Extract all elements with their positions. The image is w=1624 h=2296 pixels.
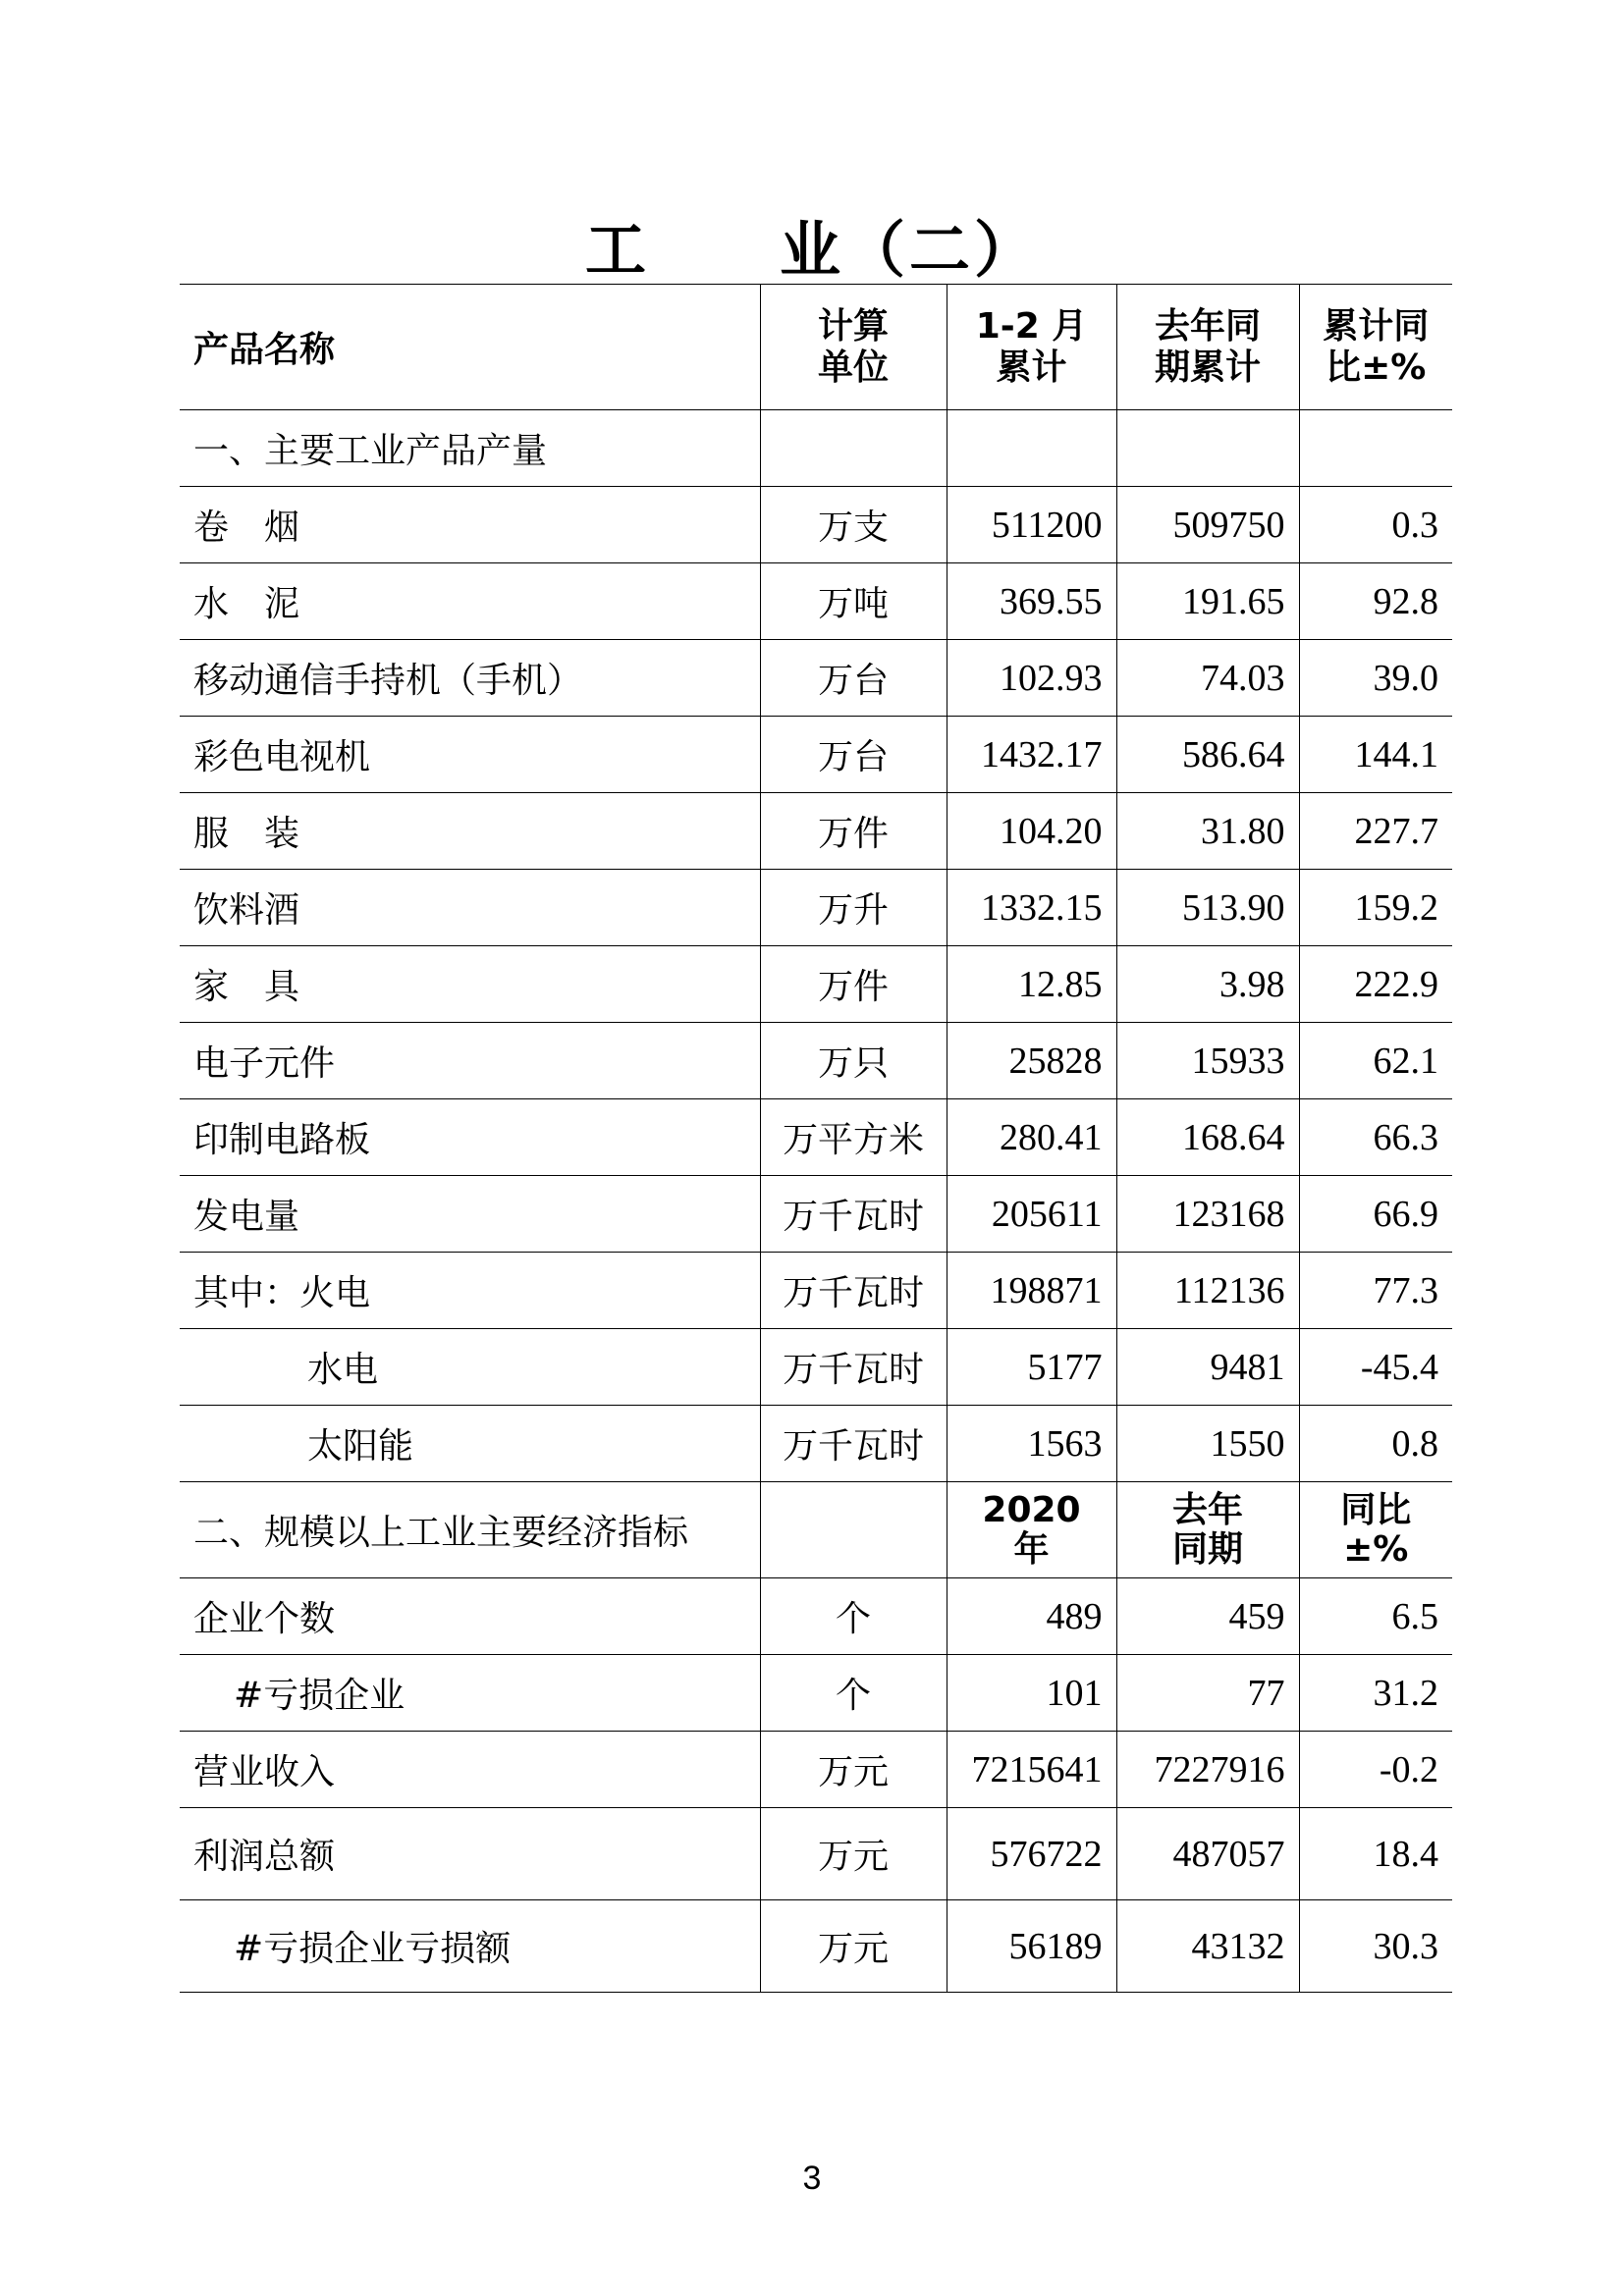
row-name: #亏损企业 [180,1655,760,1732]
row-name: 水 泥 [180,563,760,640]
row-percent-change: 66.3 [1299,1099,1452,1176]
row-current-value: 56189 [947,1900,1116,1993]
header-unit: 计算 单位 [760,285,947,410]
row-previous-value: 112136 [1116,1253,1299,1329]
row-current-value: 198871 [947,1253,1116,1329]
row-previous-value: 7227916 [1116,1732,1299,1808]
row-current-value: 5177 [947,1329,1116,1406]
table-row [180,1253,1452,1329]
row-previous-value: 43132 [1116,1900,1299,1993]
row-unit: 万平方米 [760,1099,947,1176]
row-name: 印制电路板 [180,1099,760,1176]
row-unit: 万元 [760,1808,947,1900]
section-row-indicators [180,1482,1452,1578]
row-previous-value: 1550 [1116,1406,1299,1482]
industry-table [180,284,1452,1993]
row-unit: 万千瓦时 [760,1176,947,1253]
row-previous-value: 74.03 [1116,640,1299,717]
table-row [180,1732,1452,1808]
row-previous-value: 9481 [1116,1329,1299,1406]
table-row [180,946,1452,1023]
row-unit: 万只 [760,1023,947,1099]
row-unit: 万千瓦时 [760,1406,947,1482]
row-current-value: 1563 [947,1406,1116,1482]
row-percent-change: 6.5 [1299,1578,1452,1655]
row-name: 卷 烟 [180,487,760,563]
table-row [180,1329,1452,1406]
row-previous-value: 513.90 [1116,870,1299,946]
row-previous-value: 77 [1116,1655,1299,1732]
row-previous-value: 168.64 [1116,1099,1299,1176]
row-name: 彩色电视机 [180,717,760,793]
row-current-value: 7215641 [947,1732,1116,1808]
row-unit: 万升 [760,870,947,946]
row-name: 家 具 [180,946,760,1023]
row-unit: 万吨 [760,563,947,640]
row-unit: 万元 [760,1732,947,1808]
page-title: 工 业（二） [584,214,1039,286]
row-name: 饮料酒 [180,870,760,946]
row-previous-value: 509750 [1116,487,1299,563]
row-name: 服 装 [180,793,760,870]
table-row [180,1176,1452,1253]
row-name: 电子元件 [180,1023,760,1099]
table-row [180,1900,1452,1993]
header-percent: 累计同 比±% [1299,285,1452,410]
section-title: 二、规模以上工业主要经济指标 [180,1482,760,1578]
row-unit: 万千瓦时 [760,1329,947,1406]
section-current-header: 2020 年 [947,1482,1116,1578]
row-name: 水电 [180,1329,760,1406]
row-current-value: 280.41 [947,1099,1116,1176]
row-percent-change: 159.2 [1299,870,1452,946]
section-title: 一、主要工业产品产量 [180,410,760,487]
row-previous-value: 31.80 [1116,793,1299,870]
row-current-value: 1432.17 [947,717,1116,793]
row-previous-value: 123168 [1116,1176,1299,1253]
row-previous-value: 3.98 [1116,946,1299,1023]
row-current-value: 1332.15 [947,870,1116,946]
row-current-value: 369.55 [947,563,1116,640]
row-name: 利润总额 [180,1808,760,1900]
row-name: 企业个数 [180,1578,760,1655]
page-number: 3 [802,2160,822,2197]
row-percent-change: 92.8 [1299,563,1452,640]
row-current-value: 205611 [947,1176,1116,1253]
row-unit: 万台 [760,640,947,717]
row-percent-change: -45.4 [1299,1329,1452,1406]
row-percent-change: 66.9 [1299,1176,1452,1253]
row-unit: 万件 [760,946,947,1023]
table-row [180,870,1452,946]
table-row [180,1406,1452,1482]
table-header-row [180,285,1452,410]
table-row [180,1808,1452,1900]
row-unit: 个 [760,1578,947,1655]
table-row [180,563,1452,640]
row-current-value: 101 [947,1655,1116,1732]
row-current-value: 576722 [947,1808,1116,1900]
row-name: #亏损企业亏损额 [180,1900,760,1993]
row-percent-change: 31.2 [1299,1655,1452,1732]
row-percent-change: 62.1 [1299,1023,1452,1099]
row-percent-change: 18.4 [1299,1808,1452,1900]
row-unit: 万台 [760,717,947,793]
row-percent-change: 0.8 [1299,1406,1452,1482]
section-percent-header: 同比 ±% [1299,1482,1452,1578]
row-unit: 万支 [760,487,947,563]
row-previous-value: 487057 [1116,1808,1299,1900]
row-previous-value: 191.65 [1116,563,1299,640]
table-row [180,717,1452,793]
row-percent-change: 227.7 [1299,793,1452,870]
header-current: 1-2 月 累计 [947,285,1116,410]
row-unit: 万件 [760,793,947,870]
table-row [180,793,1452,870]
section-previous-header: 去年 同期 [1116,1482,1299,1578]
table-row [180,487,1452,563]
row-name: 太阳能 [180,1406,760,1482]
row-percent-change: 144.1 [1299,717,1452,793]
row-percent-change: 222.9 [1299,946,1452,1023]
row-current-value: 489 [947,1578,1116,1655]
row-current-value: 511200 [947,487,1116,563]
header-name: 产品名称 [180,285,760,410]
row-unit: 个 [760,1655,947,1732]
row-current-value: 102.93 [947,640,1116,717]
row-percent-change: 39.0 [1299,640,1452,717]
section-row-products [180,410,1452,487]
row-percent-change: -0.2 [1299,1732,1452,1808]
row-percent-change: 30.3 [1299,1900,1452,1993]
row-name: 发电量 [180,1176,760,1253]
row-previous-value: 459 [1116,1578,1299,1655]
row-unit: 万元 [760,1900,947,1993]
row-previous-value: 586.64 [1116,717,1299,793]
row-name: 移动通信手持机（手机） [180,640,760,717]
row-current-value: 25828 [947,1023,1116,1099]
table-row [180,1099,1452,1176]
table-row [180,1578,1452,1655]
row-unit: 万千瓦时 [760,1253,947,1329]
row-percent-change: 0.3 [1299,487,1452,563]
table-row [180,1023,1452,1099]
row-name: 其中：火电 [180,1253,760,1329]
row-current-value: 12.85 [947,946,1116,1023]
table-row [180,640,1452,717]
row-percent-change: 77.3 [1299,1253,1452,1329]
row-name: 营业收入 [180,1732,760,1808]
header-previous: 去年同 期累计 [1116,285,1299,410]
row-previous-value: 15933 [1116,1023,1299,1099]
table-row [180,1655,1452,1732]
row-current-value: 104.20 [947,793,1116,870]
